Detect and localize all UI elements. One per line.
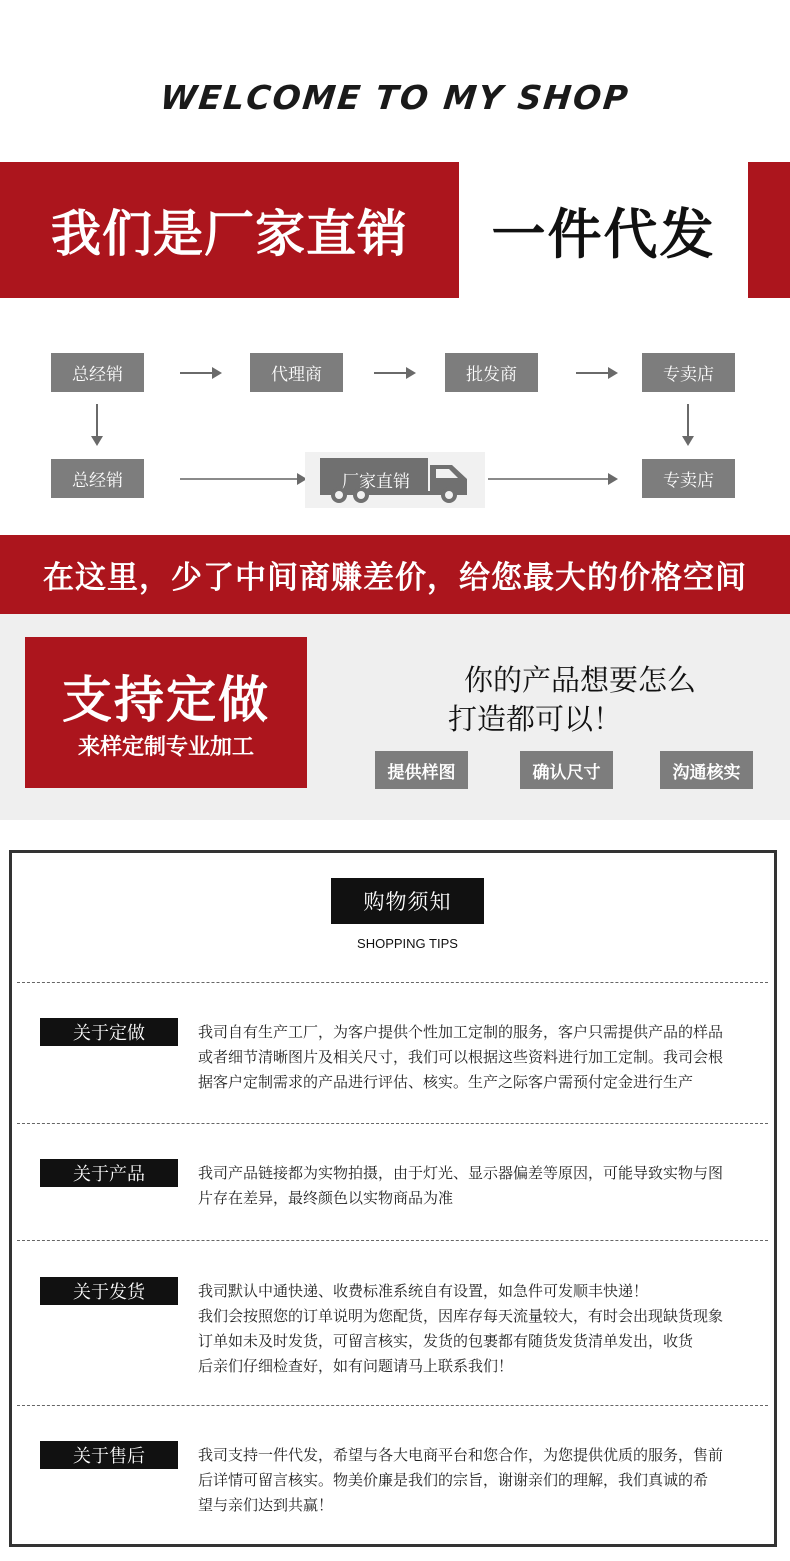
text-line: 据客户定制需求的产品进行评估、核实。生产之际客户需预付定金进行生产 — [198, 1073, 694, 1091]
flow-arrow-down-icon — [96, 404, 98, 444]
divider — [17, 982, 768, 983]
section-shipping-label: 关于发货 — [40, 1277, 178, 1305]
text-line: 我司自有生产工厂，为客户提供个性加工定制的服务，客户只需提供产品的样品 — [198, 1023, 724, 1041]
shopping-tips-subtitle: SHOPPING TIPS — [357, 936, 458, 951]
flow-arrow-right-icon — [374, 372, 414, 374]
step-provide-sample: 提供样图 — [375, 751, 468, 789]
text-line: 我司默认中通快递、收费标准系统自有设置，如急件可发顺丰快递！ — [198, 1282, 649, 1300]
text-line: 我司支持一件代发，希望与各大电商平台和您合作，为您提供优质的服务，售前 — [198, 1446, 724, 1464]
flow-top-agent: 代理商 — [250, 353, 343, 392]
text-line: 或者细节清晰图片及相关尺寸，我们可以根据这些资料进行加工定制。我司会根 — [198, 1048, 724, 1066]
divider — [17, 1405, 768, 1406]
banner-factory-direct: 我们是厂家直销 — [51, 205, 408, 263]
section-product-text — [198, 1161, 758, 1211]
shopping-tips-title: 购物须知 — [331, 878, 484, 924]
text-line: 我们会按照您的订单说明为您配货，因库存每天流量较大，有时会出现缺货现象 — [198, 1307, 724, 1325]
flow-line — [180, 478, 305, 480]
divider — [17, 1123, 768, 1124]
section-product-label: 关于产品 — [40, 1159, 178, 1187]
flow-top-store: 专卖店 — [642, 353, 735, 392]
section-custom-text — [198, 1020, 758, 1095]
section-aftersales-label: 关于售后 — [40, 1441, 178, 1469]
customize-question-line2: 打造都可以！ — [447, 702, 622, 736]
customize-title: 支持定做 — [62, 671, 270, 729]
text-line: 订单如未及时发货，可留言核实，发货的包裹都有随货发货清单发出，收货 — [198, 1332, 694, 1350]
customize-question-line1: 你的产品想要怎么 — [463, 663, 696, 697]
flow-arrow-down-icon — [687, 404, 689, 444]
flow-top-general-distributor: 总经销 — [51, 353, 144, 392]
flow-factory-direct: 厂家直销 — [342, 471, 410, 492]
banner-dropshipping: 一件代发 — [491, 202, 716, 266]
section-custom-label: 关于定做 — [40, 1018, 178, 1046]
section-shipping-text — [198, 1279, 758, 1379]
divider — [17, 1240, 768, 1241]
step-confirm-size: 确认尺寸 — [520, 751, 613, 789]
slogan-bar: 在这里，少了中间商赚差价，给您最大的价格空间 — [0, 535, 790, 614]
text-line: 后亲们仔细检查好，如有问题请马上联系我们！ — [198, 1357, 514, 1375]
flow-top-wholesaler: 批发商 — [445, 353, 538, 392]
text-line: 片存在差异，最终颜色以实物商品为准 — [198, 1189, 454, 1207]
text-line: 望与亲们达到共赢！ — [198, 1496, 334, 1514]
text-line: 我司产品链接都为实物拍摄，由于灯光、显示器偏差等原因，可能导致实物与图 — [198, 1164, 724, 1182]
step-verify: 沟通核实 — [660, 751, 753, 789]
flow-bottom-general-distributor: 总经销 — [51, 459, 144, 498]
section-aftersales-text — [198, 1443, 758, 1518]
flow-arrow-right-icon — [180, 372, 220, 374]
flow-arrow-right-icon — [576, 372, 616, 374]
text-line: 后详情可留言核实。物美价廉是我们的宗旨，谢谢亲们的理解，我们真诚的希 — [198, 1471, 709, 1489]
flow-bottom-store: 专卖店 — [642, 459, 735, 498]
banner-right-strip — [748, 162, 790, 298]
welcome-heading: WELCOME TO MY SHOP — [158, 78, 632, 117]
customize-subtitle: 来样定制专业加工 — [77, 735, 254, 760]
flow-arrow-right-icon — [488, 478, 616, 480]
